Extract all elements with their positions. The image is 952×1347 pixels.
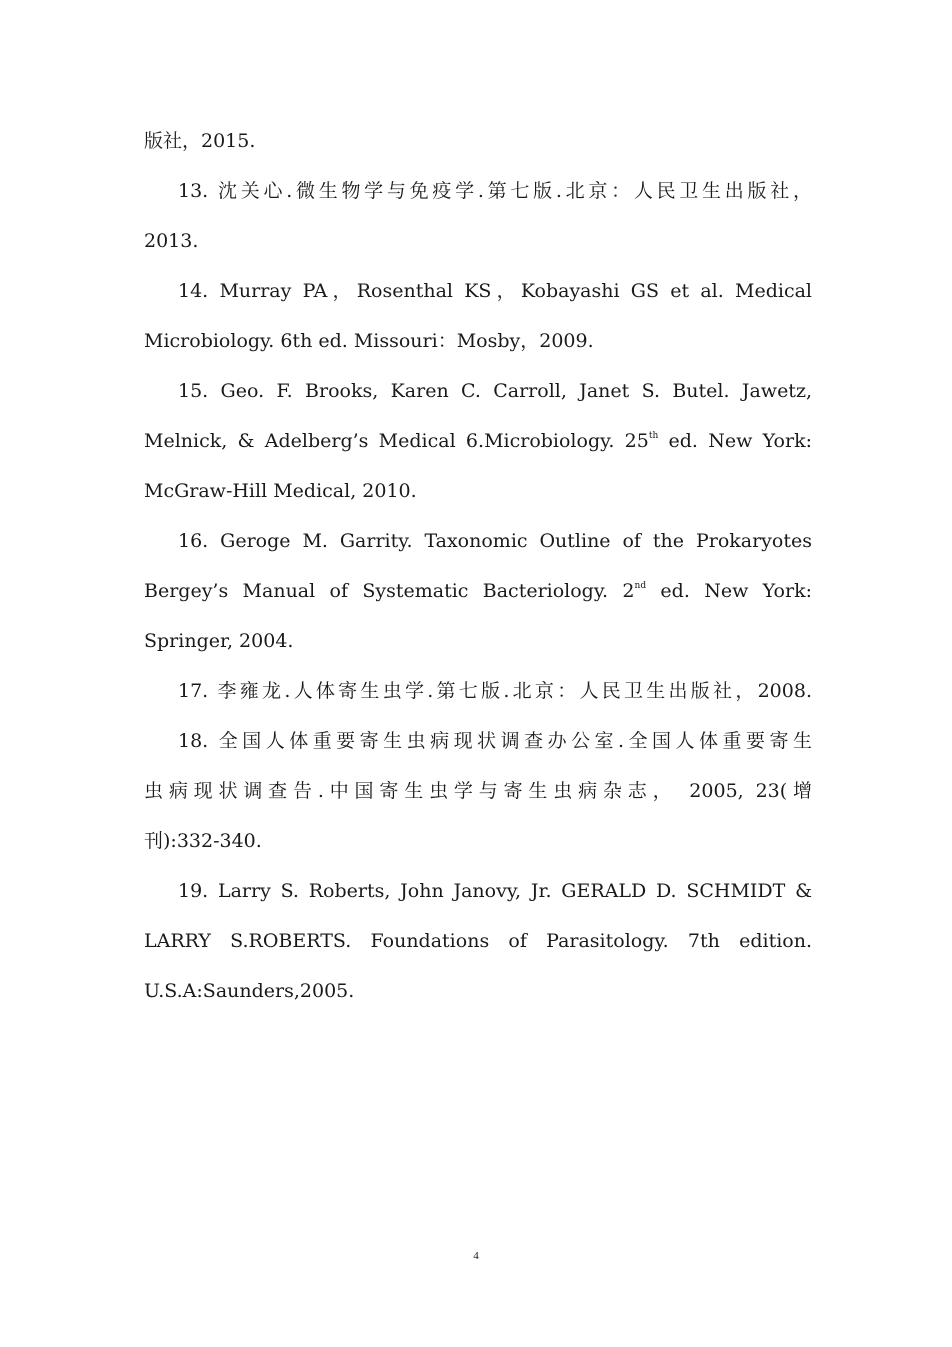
reference-13-line-1: 13. 沈关心.微生物学与免疫学.第七版.北京：人民卫生出版社， (178, 180, 812, 202)
reference-15-line-2-text: Melnick, & Adelberg’s Medical 6.Microbiology. 25 (144, 430, 649, 452)
reference-15-line-2-tail: ed. New York: (658, 430, 812, 452)
reference-16-line-3: Springer, 2004. (144, 630, 294, 652)
ordinal-suffix: th (648, 431, 659, 441)
reference-19-line-3: U.S.A:Saunders,2005. (144, 980, 355, 1002)
reference-18-line-1: 18. 全国人体重要寄生虫病现状调查办公室.全国人体重要寄生 (178, 730, 812, 752)
reference-12-continuation: 版社，2015. (144, 130, 256, 152)
reference-14-line-2: Microbiology. 6th ed. Missouri：Mosby，2009. (144, 330, 594, 352)
reference-16-line-2-text: Bergey’s Manual of Systematic Bacteriology. 2 (144, 580, 635, 602)
ordinal-suffix: nd (634, 581, 647, 591)
reference-19-line-2: LARRY S.ROBERTS. Foundations of Parasitology. 7th edition. (144, 930, 812, 952)
reference-18-line-3: 刊):332-340. (144, 830, 262, 852)
reference-15-line-1: 15. Geo. F. Brooks, Karen C. Carroll, Janet S. Butel. Jawetz, (178, 380, 812, 402)
reference-13-line-2: 2013. (144, 230, 199, 252)
page-number: 4 (473, 1250, 479, 1262)
reference-17-line-1: 17. 李雍龙.人体寄生虫学.第七版.北京：人民卫生出版社，2008. (178, 680, 812, 702)
reference-14-line-1: 14. Murray PA，Rosenthal KS，Kobayashi GS et al. Medical (178, 280, 812, 302)
reference-16-line-2 (144, 578, 812, 604)
reference-15-line-2 (144, 428, 812, 454)
reference-15-line-3: McGraw-Hill Medical, 2010. (144, 480, 417, 502)
reference-19-line-1: 19. Larry S. Roberts, John Janovy, Jr. GERALD D. SCHMIDT & (178, 880, 812, 902)
reference-18-line-2: 虫病现状调查告.中国寄生虫学与寄生虫病杂志， 2005, 23(增 (144, 780, 812, 802)
reference-16-line-2-tail: ed. New York: (646, 580, 812, 602)
reference-16-line-1: 16. Geroge M. Garrity. Taxonomic Outline of the Prokaryotes (178, 530, 812, 552)
